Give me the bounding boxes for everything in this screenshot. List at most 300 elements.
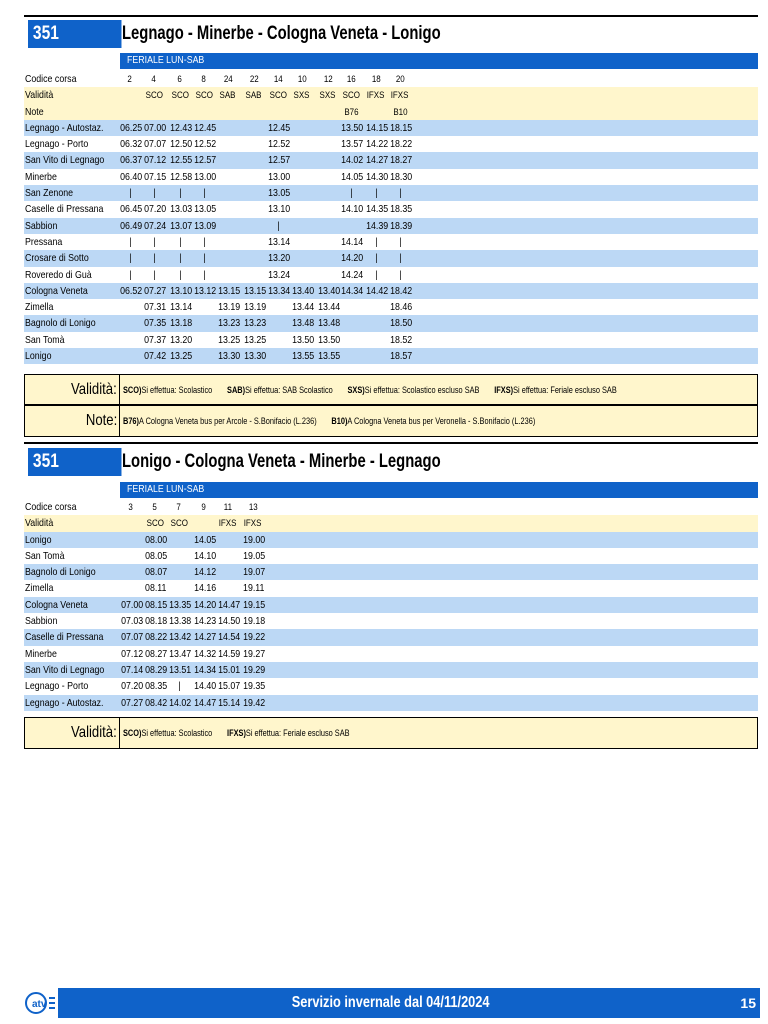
time-cell: 06.37 — [120, 154, 143, 167]
validity-legend-label: Validità: — [71, 724, 117, 741]
validity-legend-label: Validità: — [71, 380, 117, 398]
legend-desc: Si effettua: Scolastico — [141, 384, 213, 395]
row-label: Bagnolo di Lonigo — [25, 566, 96, 579]
time-cell: 07.27 — [121, 696, 144, 709]
time-cell: 08.22 — [145, 631, 168, 644]
row-label: Codice corsa — [25, 73, 77, 85]
legend-code: SCO) — [123, 384, 142, 395]
time-cell: 15.14 — [218, 696, 241, 709]
validity-legend-text — [123, 718, 417, 748]
time-cell: 14.35 — [366, 203, 389, 216]
time-cell: 07.00 — [144, 121, 167, 134]
time-cell: 14.20 — [194, 598, 217, 611]
time-cell: | — [178, 187, 182, 200]
time-cell — [216, 548, 240, 564]
time-cell: 18 — [371, 74, 381, 85]
time-cell: 07.37 — [144, 333, 167, 346]
time-cell: 18.50 — [390, 317, 413, 330]
footer-bar — [22, 988, 760, 1018]
time-cell: 13.19 — [218, 301, 241, 314]
time-cell: 3 — [128, 502, 134, 513]
time-cell: 06.32 — [120, 138, 143, 151]
time-cell — [119, 548, 143, 564]
time-cell — [118, 315, 142, 331]
footer-title: Servizio invernale dal 04/11/2024 — [292, 994, 490, 1011]
table-row — [24, 283, 758, 299]
time-cell: 07.03 — [121, 615, 144, 628]
time-cell: 18.22 — [390, 138, 413, 151]
time-cell: | — [276, 219, 280, 232]
row-label: Legnago - Porto — [25, 138, 89, 151]
time-cell: | — [128, 268, 132, 281]
time-cell: | — [152, 235, 156, 248]
time-cell: 08.27 — [145, 647, 168, 660]
time-cell: 14.05 — [194, 533, 217, 546]
time-cell: 07.00 — [121, 598, 144, 611]
time-cell: 18.15 — [390, 121, 413, 134]
row-label: San Tomà — [25, 333, 65, 346]
time-cell: 14.10 — [341, 203, 364, 216]
page-number: 15 — [740, 995, 756, 1011]
time-cell: 14.16 — [194, 582, 217, 595]
time-cell: 13.55 — [318, 350, 341, 363]
time-cell: 08.29 — [145, 663, 168, 676]
time-cell: 18.27 — [390, 154, 413, 167]
time-cell: 07.14 — [121, 663, 144, 676]
time-cell: 13.30 — [218, 350, 241, 363]
row-label: Sabbion — [25, 219, 58, 232]
time-cell: 13.34 — [268, 284, 291, 297]
time-cell: 19.11 — [243, 582, 265, 595]
time-cell: 08.07 — [145, 566, 168, 579]
time-cell: 12.45 — [194, 121, 217, 134]
time-cell — [266, 315, 290, 331]
table1-grid — [24, 71, 758, 364]
row-label: Lonigo — [25, 350, 52, 363]
legend-code: IFXS) — [227, 728, 246, 738]
time-cell: 12.57 — [268, 154, 291, 167]
row-label: San Vito di Legnago — [25, 154, 105, 167]
time-cell — [119, 580, 143, 596]
time-cell: 14.47 — [194, 696, 217, 709]
time-cell: 13.30 — [244, 350, 267, 363]
service-bar — [120, 53, 758, 69]
time-cell: 13.10 — [268, 203, 291, 216]
legend-desc: Si effettua: Scolastico escluso SAB — [364, 384, 480, 395]
route-title: Legnago - Minerbe - Cologna Veneta - Lonigo — [122, 23, 441, 44]
time-cell: | — [398, 268, 402, 281]
legend-desc: A Cologna Veneta bus per Veronella - S.Bonifacio (L.236) — [347, 416, 536, 426]
time-cell — [216, 234, 240, 250]
time-cell — [242, 267, 266, 283]
time-cell: SCO — [145, 90, 163, 102]
time-cell — [216, 580, 240, 596]
time-cell: 14.27 — [366, 154, 389, 167]
time-cell: | — [202, 252, 206, 265]
table2-header — [24, 444, 758, 476]
time-cell: 13.48 — [292, 317, 315, 330]
time-cell: 13.57 — [341, 138, 364, 151]
time-cell: 20 — [395, 74, 405, 85]
time-cell: 06.45 — [120, 203, 143, 216]
time-cell: | — [152, 252, 156, 265]
time-cell — [242, 136, 266, 152]
time-cell — [316, 104, 340, 120]
time-cell: 13.05 — [194, 203, 217, 216]
row-label: Cologna Veneta — [25, 598, 88, 611]
time-cell: 14.22 — [366, 138, 389, 151]
row-label: Cologna Veneta — [25, 284, 88, 297]
time-cell — [167, 548, 191, 564]
time-cell — [290, 136, 314, 152]
table2-grid — [24, 499, 758, 711]
legend-code: SXS) — [347, 384, 365, 395]
time-cell: 13.03 — [170, 203, 193, 216]
time-cell: 13.40 — [292, 284, 315, 297]
time-cell — [216, 201, 240, 217]
table-row — [24, 250, 758, 266]
time-cell: 12.55 — [170, 154, 193, 167]
time-cell: 5 — [152, 502, 158, 513]
line-number: 351 — [28, 448, 121, 476]
time-cell: 12.58 — [170, 170, 193, 183]
time-cell: 13.14 — [170, 301, 193, 314]
time-cell: 14.50 — [218, 615, 241, 628]
time-cell — [316, 120, 340, 136]
time-cell — [216, 267, 240, 283]
time-cell: | — [152, 187, 156, 200]
table-row — [24, 185, 758, 201]
time-cell: 13.50 — [318, 333, 341, 346]
time-cell — [216, 218, 240, 234]
time-cell — [339, 299, 363, 315]
time-cell — [290, 152, 314, 168]
table-row — [24, 348, 758, 364]
time-cell: 22 — [249, 74, 259, 85]
time-cell: 14.59 — [218, 647, 241, 660]
time-cell — [216, 185, 240, 201]
time-cell: 06.25 — [120, 121, 143, 134]
time-cell: 13.15 — [218, 284, 241, 297]
time-cell: 13.00 — [268, 170, 291, 183]
time-cell: 13.10 — [170, 284, 193, 297]
time-cell: 18.35 — [390, 203, 413, 216]
time-cell — [192, 315, 216, 331]
time-cell: | — [178, 268, 182, 281]
row-label: Note — [25, 105, 44, 118]
time-cell — [339, 218, 363, 234]
row-label: Zimella — [25, 301, 54, 314]
time-cell — [316, 234, 340, 250]
time-cell: | — [178, 235, 182, 248]
time-cell: 14.24 — [341, 268, 364, 281]
time-cell — [364, 315, 388, 331]
time-cell — [119, 564, 143, 580]
time-cell — [118, 332, 142, 348]
validity-row — [24, 515, 758, 531]
time-cell: 14.05 — [341, 170, 364, 183]
time-cell: 13.14 — [268, 235, 291, 248]
validity-row — [24, 87, 758, 103]
time-cell — [192, 104, 216, 120]
service-label: FERIALE LUN-SAB — [127, 55, 205, 66]
time-cell: 10 — [297, 74, 307, 85]
time-cell: 19.35 — [243, 680, 266, 693]
time-cell — [168, 104, 192, 120]
time-cell — [266, 299, 290, 315]
time-cell: 12.52 — [268, 138, 291, 151]
time-cell: 07.07 — [144, 138, 167, 151]
time-cell: 13 — [248, 502, 258, 513]
time-cell: 08.00 — [145, 533, 168, 546]
route-title: Lonigo - Cologna Veneta - Minerbe - Legnago — [122, 451, 441, 472]
service-label: FERIALE LUN-SAB — [127, 484, 205, 495]
time-cell: SXS — [294, 90, 310, 102]
table-row — [24, 267, 758, 283]
time-cell: 07.20 — [144, 203, 167, 216]
time-cell — [192, 515, 216, 531]
time-cell — [242, 185, 266, 201]
legend-code: IFXS) — [494, 384, 514, 395]
time-cell: 18.46 — [390, 301, 413, 314]
table-row — [24, 315, 758, 331]
time-cell: 14.27 — [194, 631, 217, 644]
time-cell: 13.12 — [194, 284, 217, 297]
time-cell: 13.24 — [268, 268, 291, 281]
time-cell: IFXS — [391, 90, 409, 102]
time-cell: 4 — [151, 74, 157, 85]
row-label: Codice corsa — [25, 501, 77, 513]
time-cell — [216, 120, 240, 136]
time-cell — [142, 104, 166, 120]
row-label: Roveredo di Guà — [25, 268, 92, 281]
time-cell: 19.18 — [243, 615, 266, 628]
validity-legend — [24, 717, 758, 749]
legend-desc: Si effettua: Scolastico — [141, 728, 213, 738]
legend-desc: Si effettua: SAB Scolastico — [245, 384, 333, 395]
time-cell: 13.48 — [318, 317, 341, 330]
time-cell: 13.44 — [318, 301, 341, 314]
time-cell — [167, 580, 191, 596]
table-row — [24, 678, 758, 694]
time-cell: 14.34 — [194, 663, 217, 676]
time-cell: 06.49 — [120, 219, 143, 232]
time-cell: 13.50 — [341, 121, 364, 134]
time-cell: 14.20 — [341, 252, 364, 265]
table1-header — [24, 16, 758, 48]
time-cell: 13.25 — [218, 333, 241, 346]
row-label: Bagnolo di Lonigo — [25, 317, 96, 330]
time-cell: | — [398, 187, 402, 200]
time-cell — [118, 348, 142, 364]
time-cell: B76 — [343, 106, 359, 118]
time-cell — [316, 169, 340, 185]
time-cell — [118, 87, 142, 103]
time-cell: 13.40 — [318, 284, 341, 297]
time-cell: | — [374, 187, 378, 200]
time-cell: 14.42 — [366, 284, 389, 297]
time-cell: 14 — [273, 74, 283, 85]
time-cell: 12.43 — [170, 121, 193, 134]
time-cell: 14.02 — [169, 696, 192, 709]
time-cell: 18.30 — [390, 170, 413, 183]
time-cell: 07.15 — [144, 170, 167, 183]
time-cell: 19.05 — [243, 549, 266, 562]
table-row — [24, 169, 758, 185]
time-cell: SCO — [342, 90, 360, 102]
time-cell: | — [178, 252, 182, 265]
time-cell — [242, 120, 266, 136]
time-cell — [242, 169, 266, 185]
time-cell: 13.25 — [244, 333, 267, 346]
legend-divider — [119, 406, 120, 436]
time-cell — [290, 234, 314, 250]
time-cell: IFXS — [244, 518, 262, 530]
table-row — [24, 646, 758, 662]
time-cell — [192, 299, 216, 315]
time-cell: 18.52 — [390, 333, 413, 346]
time-cell: 12.50 — [170, 138, 193, 151]
time-cell: 13.25 — [170, 350, 193, 363]
table-row — [24, 299, 758, 315]
time-cell: 13.23 — [218, 317, 241, 330]
time-cell: 14.39 — [366, 219, 389, 232]
time-cell: | — [202, 187, 206, 200]
notes-legend-label: Note: — [85, 412, 117, 429]
time-cell — [364, 299, 388, 315]
time-cell — [242, 104, 266, 120]
time-cell: 13.09 — [194, 219, 217, 232]
time-cell: 14.40 — [194, 680, 217, 693]
table-row — [24, 532, 758, 548]
codes-row — [24, 71, 758, 87]
time-cell: 08.35 — [145, 680, 168, 693]
time-cell: 14.12 — [194, 566, 217, 579]
row-label: Validità — [25, 89, 54, 102]
time-cell: 13.15 — [244, 284, 267, 297]
time-cell: 13.19 — [244, 301, 267, 314]
time-cell: SAB — [220, 90, 236, 102]
time-cell: | — [152, 268, 156, 281]
time-cell: 14.15 — [366, 121, 389, 134]
time-cell: 7 — [176, 502, 182, 513]
time-cell: 13.20 — [170, 333, 193, 346]
time-cell: SCO — [195, 90, 213, 102]
time-cell — [316, 185, 340, 201]
time-cell: | — [374, 268, 378, 281]
time-cell — [316, 250, 340, 266]
time-cell: SCO — [170, 518, 188, 530]
time-cell — [167, 532, 191, 548]
notes-legend — [24, 405, 758, 437]
row-label: Zimella — [25, 582, 54, 595]
time-cell: 13.20 — [268, 252, 291, 265]
time-cell: SCO — [146, 518, 164, 530]
time-cell: B10 — [392, 106, 408, 118]
table-row — [24, 152, 758, 168]
time-cell: 13.44 — [292, 301, 315, 314]
time-cell — [242, 234, 266, 250]
time-cell — [216, 532, 240, 548]
time-cell: 19.00 — [243, 533, 266, 546]
time-cell: 18.39 — [390, 219, 413, 232]
time-cell — [167, 564, 191, 580]
time-cell: 13.51 — [169, 663, 192, 676]
time-cell — [339, 332, 363, 348]
row-label: Sabbion — [25, 615, 58, 628]
legend-code: B10) — [331, 416, 348, 426]
row-label: Crosare di Sotto — [25, 252, 89, 265]
time-cell — [242, 218, 266, 234]
time-cell: 13.18 — [170, 317, 193, 330]
time-cell — [316, 267, 340, 283]
time-cell — [192, 348, 216, 364]
codes-row — [24, 499, 758, 515]
row-label: Caselle di Pressana — [25, 631, 104, 644]
time-cell — [216, 104, 240, 120]
row-label: Validità — [25, 517, 54, 530]
time-cell: 13.05 — [268, 187, 291, 200]
time-cell — [216, 250, 240, 266]
legend-desc: A Cologna Veneta bus per Arcole - S.Bonifacio (L.236) — [139, 416, 317, 426]
time-cell — [316, 152, 340, 168]
time-cell: 07.31 — [144, 301, 167, 314]
time-cell — [290, 169, 314, 185]
time-cell: 16 — [346, 74, 356, 85]
time-cell: 07.12 — [144, 154, 167, 167]
legend-code: B76) — [123, 416, 140, 426]
time-cell: 13.38 — [169, 615, 192, 628]
time-cell: 11 — [223, 502, 233, 513]
table-row — [24, 120, 758, 136]
notes-row — [24, 104, 758, 120]
time-cell: 19.22 — [243, 631, 266, 644]
time-cell: 07.42 — [144, 350, 167, 363]
table-row — [24, 332, 758, 348]
time-cell — [216, 169, 240, 185]
service-bar — [120, 482, 758, 498]
time-cell: | — [374, 252, 378, 265]
row-label: San Zenone — [25, 187, 74, 200]
table-row — [24, 548, 758, 564]
time-cell: 13.50 — [292, 333, 315, 346]
time-cell: 2 — [127, 74, 133, 85]
time-cell: 8 — [201, 74, 207, 85]
time-cell — [316, 136, 340, 152]
time-cell: 18.42 — [390, 284, 413, 297]
table-row — [24, 580, 758, 596]
time-cell: 24 — [223, 74, 233, 85]
row-label: San Tomà — [25, 549, 65, 562]
time-cell: 07.12 — [121, 647, 144, 660]
notes-legend-text — [123, 406, 644, 436]
time-cell — [290, 185, 314, 201]
legend-desc: Si effettua: Feriale escluso SAB — [245, 728, 350, 738]
time-cell: 15.07 — [218, 680, 241, 693]
time-cell: | — [128, 252, 132, 265]
table-row — [24, 597, 758, 613]
time-cell: 12.45 — [268, 121, 291, 134]
time-cell: SCO — [171, 90, 189, 102]
time-cell — [364, 104, 388, 120]
row-label: Lonigo — [25, 533, 52, 546]
time-cell — [339, 348, 363, 364]
time-cell: 08.18 — [145, 615, 168, 628]
row-label: Minerbe — [25, 647, 57, 660]
row-label: Pressana — [25, 235, 63, 248]
time-cell: | — [398, 235, 402, 248]
time-cell — [118, 299, 142, 315]
